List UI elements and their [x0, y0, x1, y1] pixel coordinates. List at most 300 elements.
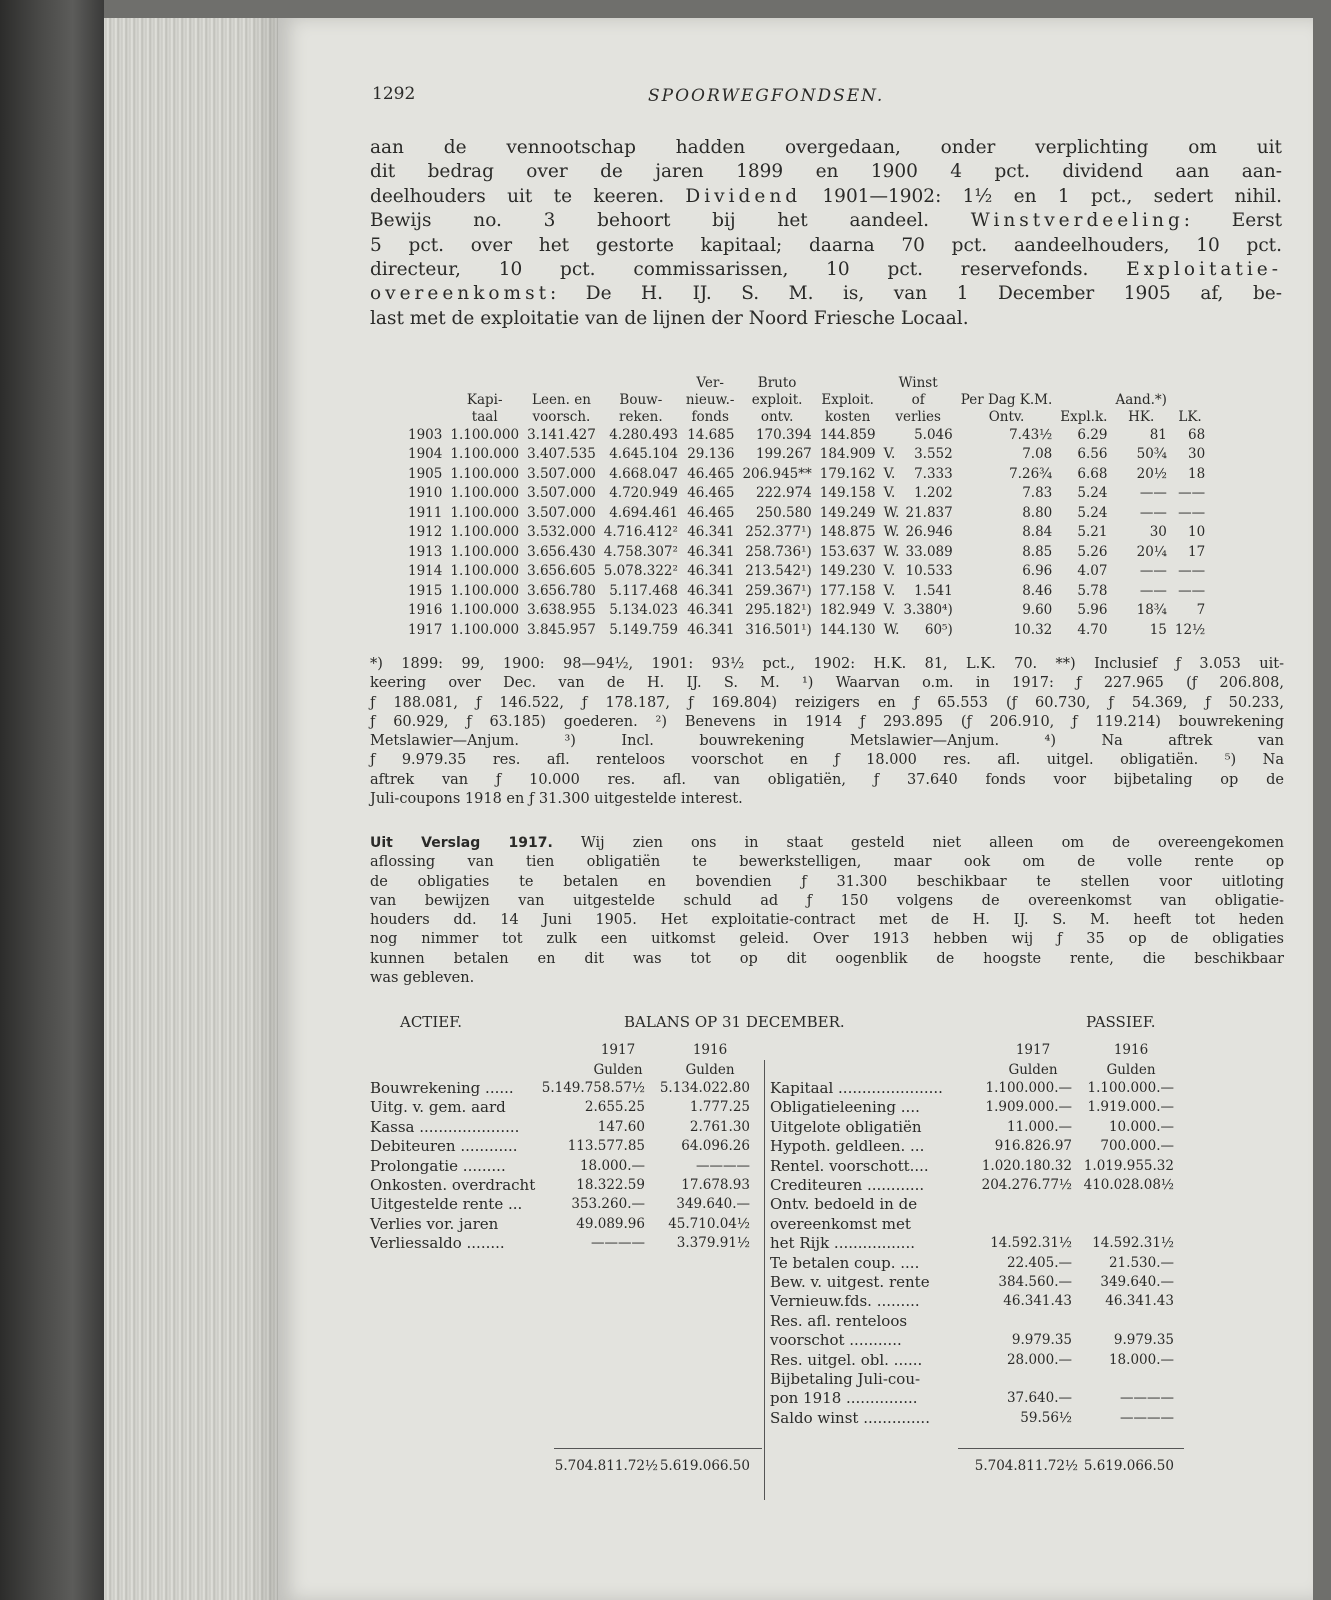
- actief-value-1917: 147.60: [597, 1118, 645, 1135]
- text-fragment: : De H. IJ. S. M. is, van 1 December 1905 af, be-: [550, 283, 1282, 305]
- table-cell: 3.656.780: [527, 582, 596, 599]
- text-line: [370, 258, 1282, 282]
- table-cell: 1.100.000: [450, 602, 520, 619]
- text-fragment: deelhouders uit te keeren.: [370, 185, 665, 207]
- actief-value-1916: 3.379.91½: [676, 1235, 750, 1252]
- passief-value-1917: 204.276.77½: [981, 1177, 1072, 1193]
- table-cell: 3.656.605: [527, 563, 596, 580]
- column-header: [1111, 374, 1170, 391]
- table-cell: 250.580: [755, 504, 812, 521]
- table-cell: 5.134.023: [609, 602, 678, 619]
- table-cell: V.: [883, 563, 896, 580]
- table-header-row: [408, 374, 1209, 391]
- actief-value-1917: ————: [591, 1235, 645, 1252]
- table-cell: 8.84: [1022, 524, 1053, 541]
- year-cell: 1904: [408, 446, 443, 463]
- column-header: of: [911, 391, 925, 408]
- passief-label: Saldo winst ..............: [770, 1408, 930, 1427]
- table-cell: 60⁵): [924, 621, 953, 638]
- table-cell: 33.089: [905, 543, 953, 560]
- column-header: Bouw-: [619, 391, 663, 408]
- column-header: LK.: [1178, 408, 1202, 425]
- table-cell: 30: [1149, 524, 1167, 541]
- table-cell: 1.100.000: [450, 621, 520, 638]
- year-cell: 1910: [408, 485, 443, 502]
- table-cell: 1.100.000: [450, 524, 520, 541]
- passief-value-1916: 410.028.08½: [1083, 1177, 1174, 1193]
- text-line: 5 pct. over het gestorte kapitaal; daarna 70 pct. aandeelhouders, 10 pct.: [370, 234, 1282, 256]
- footnote-line: aftrek van ƒ 10.000 res. afl. van obligatiën, ƒ 37.640 fonds voor bijbetaling op de: [370, 771, 1284, 788]
- table-cell: W.: [883, 621, 900, 638]
- table-cell: 5.046: [914, 426, 953, 443]
- year-cell: 1917: [408, 621, 443, 638]
- text-line: van bewijzen van uitgestelde schuld ad ƒ 150 volgens de overeenkomst van obligatie-: [370, 892, 1284, 909]
- passief-label: Obligatieleening ....: [770, 1098, 920, 1117]
- text-line: [370, 209, 1282, 233]
- table-cell: 1.100.000: [450, 563, 520, 580]
- table-cell: ——: [1139, 582, 1167, 599]
- table-cell: V.: [883, 446, 896, 463]
- intro-paragraph: [370, 136, 1282, 331]
- unit-header: Gulden: [593, 1062, 643, 1078]
- table-cell: 18: [1187, 465, 1206, 482]
- table-cell: 149.249: [819, 504, 876, 521]
- actief-value-1916: ————: [696, 1157, 750, 1174]
- table-header-row: [408, 408, 1209, 425]
- passief-label: Rentel. voorschott....: [770, 1156, 929, 1175]
- passief-value-1916: 14.592.31½: [1092, 1235, 1174, 1252]
- actief-value-1916: 2.761.30: [689, 1118, 750, 1135]
- table-cell: 7.08: [1022, 446, 1053, 463]
- column-header: ontv.: [760, 408, 794, 425]
- text-line: houders dd. 14 Juni 1905. Het exploitatie-contract met de H. IJ. S. M. heeft tot heden: [370, 912, 1284, 929]
- table-cell: ——: [1178, 582, 1206, 599]
- table-cell: 1.100.000: [450, 504, 520, 521]
- text-fragment: Wij zien ons in staat gesteld niet alleen om de overeengekomen: [552, 835, 1284, 851]
- table-cell: 50¾: [1136, 446, 1167, 463]
- total-1917-passief: 5.704.811.72½: [974, 1458, 1078, 1474]
- actief-label: Uitgestelde rente ...: [370, 1195, 523, 1214]
- footnotes: [370, 655, 1284, 809]
- text-line: de obligaties te betalen en bovendien ƒ 31.300 beschikbaar te stellen voor uitloting: [370, 873, 1284, 890]
- column-header: Ontv.: [988, 408, 1025, 425]
- total-1916-passief: 5.619.066.50: [1083, 1458, 1174, 1474]
- column-header: [408, 391, 446, 408]
- footnote-line: keering over Dec. van de H. IJ. S. M. ¹) Waarvan o.m. in 1917: ƒ 227.965 (ƒ 206.808,: [370, 675, 1284, 692]
- table-cell: 4.758.307²: [603, 543, 678, 560]
- year-cell: 1913: [408, 543, 443, 560]
- passief-label: pon 1918 ...............: [770, 1389, 918, 1408]
- total-1916-actief: 5.619.066.50: [659, 1458, 750, 1474]
- actief-value-1916: 17.678.93: [681, 1177, 750, 1193]
- passief-label: voorschot ...........: [770, 1331, 902, 1350]
- table-cell: 1.100.000: [450, 485, 520, 502]
- table-cell: 1.100.000: [450, 543, 520, 560]
- actief-value-1917: 18.322.59: [576, 1177, 645, 1193]
- table-cell: 5.078.322²: [603, 563, 678, 580]
- table-cell: V.: [883, 465, 896, 482]
- table-cell: 46.341: [687, 524, 735, 541]
- column-header: Leen. en: [531, 391, 591, 408]
- column-header: kosten: [825, 408, 871, 425]
- text-line: was gebleven.: [370, 970, 475, 987]
- table-cell: 20½: [1136, 465, 1167, 482]
- table-cell: 3.507.000: [527, 485, 596, 502]
- year-header: 1917: [600, 1042, 636, 1058]
- passief-value-1916: 46.341.43: [1105, 1293, 1174, 1310]
- text-line: [370, 185, 1282, 209]
- column-header: verlies: [895, 408, 941, 425]
- unit-header: Gulden: [1008, 1062, 1058, 1078]
- passief-label: overeenkomst met: [770, 1214, 911, 1233]
- actief-value-1916: 64.096.26: [681, 1138, 750, 1155]
- table-row: [408, 503, 1209, 523]
- table-cell: 4.668.047: [609, 465, 678, 482]
- table-cell: 316.501¹): [745, 621, 812, 638]
- year-cell: 1916: [408, 602, 443, 619]
- table-cell: V.: [883, 602, 896, 619]
- footnote-line: ƒ 60.929, ƒ 63.185) goederen. ²) Benevens in 1914 ƒ 293.895 (ƒ 206.910, ƒ 119.214) bouwrekening: [370, 713, 1284, 730]
- column-header: Per Dag K.M.: [960, 391, 1053, 408]
- table-cell: 1.100.000: [450, 426, 520, 443]
- passief-value-1917: 14.592.31½: [990, 1235, 1072, 1252]
- table-cell: 153.637: [819, 543, 876, 560]
- table-cell: 10.32: [1013, 621, 1053, 638]
- table-cell: 46.341: [687, 543, 735, 560]
- table-row: [408, 620, 1209, 640]
- actief-label: Verliessaldo ........: [370, 1234, 505, 1253]
- table-cell: 182.949: [819, 602, 876, 619]
- actief-value-1917: 353.260.—: [571, 1196, 645, 1213]
- table-cell: 213.542¹): [745, 563, 812, 580]
- passief-value-1916: 1.100.000.—: [1087, 1080, 1174, 1096]
- year-cell: 1914: [408, 563, 443, 580]
- text-fragment: 1901—1902: 1½ en 1 pct., sedert nihil.: [801, 185, 1282, 207]
- table-cell: 258.736¹): [745, 543, 812, 560]
- spaced-term: Dividend: [685, 185, 802, 207]
- passief-label: Ontv. bedoeld in de: [770, 1195, 918, 1214]
- text-line: aflossing van tien obligatiën te bewerkstelligen, maar ook om de volle rente op: [370, 854, 1284, 871]
- passief-value-1916: 21.530.—: [1108, 1254, 1174, 1271]
- passief-label: Bijbetaling Juli-cou-: [770, 1370, 921, 1388]
- table-cell: W.: [883, 504, 900, 521]
- total-rule: [554, 1448, 762, 1449]
- passief-value-1917: 11.000.—: [1006, 1118, 1072, 1135]
- footnote-line: ƒ 188.081, ƒ 146.522, ƒ 178.187, ƒ 169.804) reizigers en ƒ 65.553 (ƒ 60.730, ƒ 54.369, ƒ 50.233,: [370, 694, 1284, 711]
- unit-header: Gulden: [1106, 1062, 1156, 1078]
- table-cell: 222.974: [755, 485, 812, 502]
- table-cell: 68: [1187, 426, 1206, 443]
- column-header: [523, 374, 600, 391]
- passief-value-1916: 18.000.—: [1108, 1351, 1174, 1368]
- year-cell: 1915: [408, 582, 443, 599]
- column-header: Exploit.: [821, 391, 874, 408]
- table-cell: 46.465: [687, 504, 735, 521]
- actief-value-1916: 1.777.25: [689, 1099, 750, 1116]
- passief-value-1917: 46.341.43: [1003, 1293, 1072, 1310]
- table-cell: 3.532.000: [527, 524, 596, 541]
- table-cell: 295.182¹): [745, 602, 812, 619]
- table-cell: 15: [1149, 621, 1167, 638]
- passief-label: Res. afl. renteloos: [770, 1311, 908, 1330]
- passief-value-1916: ————: [1120, 1409, 1174, 1426]
- text-fragment: : Eerst: [1183, 210, 1283, 232]
- column-header: Expl.k.: [1060, 408, 1108, 425]
- column-header: nieuw.-: [685, 391, 735, 408]
- table-cell: 46.341: [687, 582, 735, 599]
- table-cell: 199.267: [755, 446, 812, 463]
- actief-heading: ACTIEF.: [400, 1013, 463, 1031]
- actief-value-1916: 45.710.04½: [668, 1215, 750, 1232]
- actief-label: Kassa .....................: [370, 1117, 520, 1136]
- table-cell: [880, 425, 900, 445]
- footnote-line: ƒ 9.979.35 res. afl. renteloos voorschot en ƒ 18.000 res. afl. uitgel. obligatiën. ⁵) Na: [370, 752, 1284, 769]
- table-cell: 46.465: [687, 465, 735, 482]
- table-cell: 46.341: [687, 621, 735, 638]
- table-cell: 8.46: [1022, 582, 1053, 599]
- total-1917-actief: 5.704.811.72½: [554, 1458, 658, 1474]
- table-row: [408, 581, 1209, 601]
- table-cell: 21.837: [905, 504, 953, 521]
- column-header: [408, 408, 446, 425]
- table-cell: 7: [1196, 602, 1206, 619]
- table-cell: 1.541: [914, 582, 953, 599]
- table-cell: ——: [1139, 504, 1167, 521]
- table-row: [408, 523, 1209, 543]
- table-cell: 206.945**: [742, 465, 812, 482]
- table-cell: 5.96: [1077, 602, 1108, 619]
- spaced-term: Exploitatie-: [1126, 258, 1282, 280]
- table-cell: 149.230: [819, 563, 876, 580]
- table-cell: 5.117.468: [609, 582, 678, 599]
- balance-divider: [764, 1060, 765, 1500]
- column-header: voorsch.: [532, 408, 591, 425]
- table-header-row: [408, 391, 1209, 408]
- table-cell: 12½: [1174, 621, 1206, 638]
- table-cell: 3.507.000: [527, 465, 596, 482]
- passief-label: Te betalen coup. ....: [770, 1253, 920, 1272]
- page-edges: [104, 18, 280, 1600]
- table-cell: 3.552: [914, 446, 953, 463]
- column-header: Bruto: [757, 374, 797, 391]
- verslag-paragraph: [370, 834, 1284, 988]
- table-cell: 5.21: [1077, 524, 1108, 541]
- table-cell: 30: [1187, 446, 1206, 463]
- table-cell: 4.720.949: [609, 485, 678, 502]
- passief-value-1917: 1.100.000.—: [985, 1080, 1072, 1096]
- column-header: Aand.*): [1115, 391, 1167, 408]
- table-cell: 4.280.493: [609, 426, 678, 443]
- year-cell: 1912: [408, 524, 443, 541]
- table-cell: 18¾: [1136, 602, 1167, 619]
- actief-label: Prolongatie .........: [370, 1156, 506, 1175]
- column-header: [1056, 391, 1111, 408]
- table-cell: ——: [1178, 563, 1206, 580]
- table-cell: 170.394: [755, 426, 812, 443]
- table-cell: 184.909: [819, 446, 876, 463]
- column-header: fonds: [691, 408, 729, 425]
- text-line: last met de exploitatie van de lijnen der Noord Friesche Locaal.: [370, 307, 969, 329]
- year-header: 1916: [1113, 1042, 1149, 1058]
- table-cell: 3.141.427: [527, 426, 596, 443]
- passief-label: Bew. v. uitgest. rente: [770, 1273, 930, 1291]
- book-binding: [0, 0, 104, 1600]
- text-line: [370, 834, 1284, 853]
- column-header: Kapi-: [466, 391, 503, 408]
- table-cell: 144.859: [819, 426, 876, 443]
- passief-label: het Rijk .................: [770, 1234, 915, 1253]
- spaced-term: overeenkomst: [370, 283, 551, 305]
- table-cell: 6.96: [1022, 563, 1053, 580]
- text-fragment: directeur, 10 pct. commissarissen, 10 pct. reservefonds.: [370, 258, 1089, 280]
- passief-value-1916: ————: [1120, 1390, 1174, 1407]
- table-cell: W.: [883, 543, 900, 560]
- table-cell: 6.68: [1077, 465, 1108, 482]
- table-cell: 46.341: [687, 563, 735, 580]
- table-cell: 3.507.000: [527, 504, 596, 521]
- passief-value-1916: 349.640.—: [1100, 1274, 1174, 1290]
- column-header: Ver-: [696, 374, 724, 391]
- table-cell: 5.149.759: [609, 621, 678, 638]
- table-cell: 7.43½: [1009, 426, 1053, 443]
- table-cell: 5.26: [1077, 543, 1108, 560]
- table-row: [408, 425, 1209, 445]
- statistics-table: [408, 374, 1209, 640]
- table-cell: 7.26¾: [1009, 465, 1053, 482]
- year-cell: 1911: [408, 504, 443, 521]
- table-cell: 7.333: [914, 465, 953, 482]
- column-header: [816, 374, 880, 391]
- passief-heading: PASSIEF.: [1086, 1013, 1156, 1031]
- passief-label: Crediteuren ............: [770, 1176, 925, 1194]
- table-cell: 14.685: [687, 426, 735, 443]
- balance-title: BALANS OP 31 DECEMBER.: [624, 1013, 845, 1031]
- actief-value-1917: 5.149.758.57½: [541, 1080, 645, 1096]
- table-cell: 4.694.461: [609, 504, 678, 521]
- actief-value-1917: 113.577.85: [567, 1138, 645, 1155]
- passief-value-1917: 384.560.—: [998, 1274, 1072, 1290]
- column-header: reken.: [619, 408, 663, 425]
- table-cell: 81: [1149, 426, 1167, 443]
- passief-label: Uitgelote obligatiën: [770, 1117, 922, 1136]
- book-page: [278, 18, 1313, 1600]
- passief-value-1917: 1.909.000.—: [985, 1099, 1072, 1116]
- table-cell: 20¼: [1136, 543, 1167, 560]
- column-header: HK.: [1128, 408, 1155, 425]
- table-cell: 26.946: [905, 524, 953, 541]
- actief-label: Onkosten. overdracht: [370, 1176, 536, 1194]
- passief-value-1917: 916.826.97: [994, 1138, 1072, 1155]
- table-cell: 1.100.000: [450, 465, 520, 482]
- page-title: SPOORWEGFONDSEN.: [648, 86, 885, 106]
- table-row: [408, 562, 1209, 582]
- table-cell: 1.100.000: [450, 582, 520, 599]
- actief-value-1916: 349.640.—: [676, 1196, 750, 1213]
- table-cell: V.: [883, 582, 896, 599]
- actief-label: Verlies vor. jaren: [370, 1214, 499, 1233]
- unit-header: Gulden: [685, 1062, 735, 1078]
- column-header: taal: [471, 408, 498, 425]
- year-header: 1917: [1015, 1042, 1051, 1058]
- table-cell: 7.83: [1022, 485, 1053, 502]
- text-line: [370, 282, 1282, 306]
- table-cell: 4.645.104: [609, 446, 678, 463]
- table-cell: 3.638.955: [527, 602, 596, 619]
- passief-label: Hypoth. geldleen. ...: [770, 1137, 925, 1156]
- table-cell: 177.158: [819, 582, 876, 599]
- table-cell: ——: [1178, 504, 1206, 521]
- table-cell: 3.407.535: [527, 446, 596, 463]
- column-header: [408, 374, 446, 391]
- table-cell: 6.29: [1077, 426, 1108, 443]
- table-cell: 3.656.430: [527, 543, 596, 560]
- table-cell: 148.875: [819, 524, 876, 541]
- actief-value-1917: 49.089.96: [576, 1215, 645, 1232]
- table-cell: 1.202: [914, 485, 953, 502]
- verslag-lead: Uit Verslag 1917.: [370, 835, 553, 851]
- passief-value-1917: 22.405.—: [1006, 1254, 1072, 1271]
- passief-label: Kapitaal ......................: [770, 1079, 943, 1097]
- text-line: nog nimmer tot zulk een uitkomst geleid. Over 1913 hebben wij ƒ 35 op de obligaties: [370, 931, 1284, 948]
- table-cell: 10.533: [905, 563, 953, 580]
- table-cell: 46.465: [687, 485, 735, 502]
- table-cell: 17: [1187, 543, 1206, 560]
- year-header: 1916: [692, 1042, 728, 1058]
- column-header: [1056, 374, 1111, 391]
- passief-value-1917: 37.640.—: [1006, 1390, 1072, 1407]
- passief-value-1916: 700.000.—: [1100, 1138, 1174, 1155]
- table-cell: 1.100.000: [450, 446, 520, 463]
- table-cell: 3.380⁴): [903, 602, 953, 619]
- table-cell: 259.367¹): [745, 582, 812, 599]
- table-cell: 9.60: [1022, 602, 1053, 619]
- table-cell: 5.24: [1077, 504, 1108, 521]
- column-header: [1171, 391, 1209, 408]
- spaced-term: Winstverdeeling: [970, 210, 1184, 232]
- table-cell: 4.716.412²: [603, 524, 678, 541]
- table-cell: 4.07: [1077, 563, 1108, 580]
- table-cell: V.: [883, 485, 896, 502]
- column-header: exploit.: [751, 391, 803, 408]
- table-cell: 8.80: [1022, 504, 1053, 521]
- column-header: [600, 374, 682, 391]
- table-cell: ——: [1139, 563, 1167, 580]
- table-row: [408, 445, 1209, 465]
- passief-value-1916: 1.919.000.—: [1087, 1099, 1174, 1116]
- footnote-line: *) 1899: 99, 1900: 98—94½, 1901: 93½ pct., 1902: H.K. 81, L.K. 70. **) Inclusief ƒ 3.053 uit-: [370, 656, 1284, 672]
- passief-value-1917: 9.979.35: [1011, 1332, 1072, 1349]
- table-cell: 46.341: [687, 602, 735, 619]
- passief-value-1916: 9.979.35: [1113, 1332, 1174, 1349]
- actief-value-1917: 18.000.—: [579, 1157, 645, 1174]
- table-row: [408, 464, 1209, 484]
- footnote-line: Metslawier—Anjum. ³) Incl. bouwrekening Metslawier—Anjum. ⁴) Na aftrek van: [370, 733, 1284, 750]
- table-cell: W.: [883, 524, 900, 541]
- passief-value-1916: 10.000.—: [1108, 1118, 1174, 1135]
- table-cell: 252.377¹): [745, 524, 812, 541]
- text-fragment: Bewijs no. 3 behoort bij het aandeel.: [370, 210, 929, 232]
- table-cell: 4.70: [1077, 621, 1108, 638]
- text-line: aan de vennootschap hadden overgedaan, onder verplichting om uit: [370, 137, 1282, 158]
- table-cell: 6.56: [1077, 446, 1108, 463]
- column-header: Winst: [898, 374, 938, 391]
- passief-label: Res. uitgel. obl. ......: [770, 1350, 923, 1369]
- year-cell: 1903: [408, 426, 443, 443]
- table-cell: 149.158: [819, 485, 876, 502]
- table-cell: 10: [1187, 524, 1206, 541]
- total-rule: [958, 1448, 1184, 1449]
- text-line: kunnen betalen en dit was tot op dit oogenblik de hoogste rente, die beschikbaar: [370, 950, 1284, 967]
